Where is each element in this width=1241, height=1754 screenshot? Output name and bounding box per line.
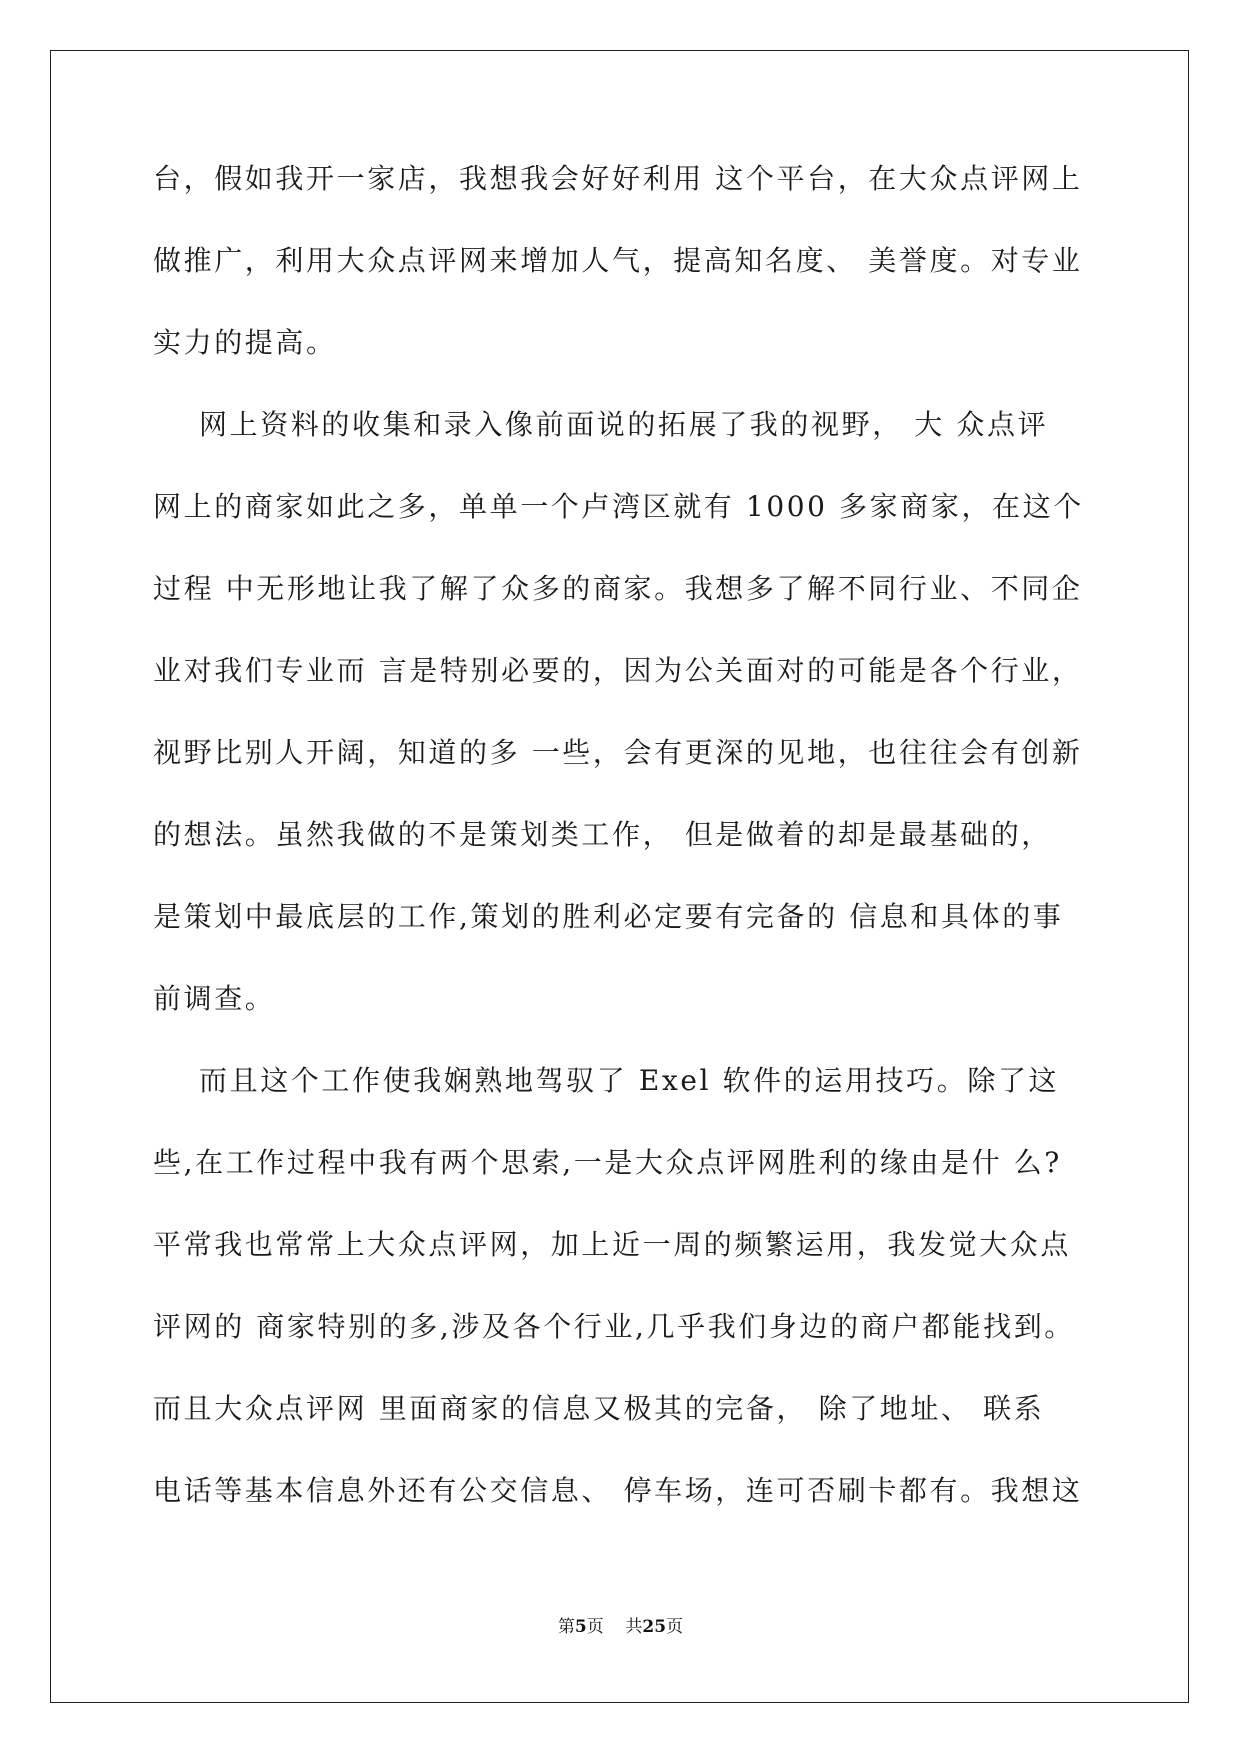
footer-suffix: 页 [666,1617,684,1637]
total-page-number: 25 [642,1617,667,1637]
document-body [153,138,1088,1532]
text-line: 过程 中无形地让我了解了众多的商家。我想多了解不同行业、不同企 [153,572,1083,605]
text-line: 业对我们专业而 言是特别必要的，因为公关面对的可能是各个行业， [153,654,1083,687]
footer-prefix: 第 [557,1617,575,1637]
text-line: 评网的 商家特别的多,涉及各个行业,几乎我们身边的商户都能找到。 [153,1310,1075,1343]
current-page-number: 5 [574,1617,587,1637]
text-line: 而且大众点评网 里面商家的信息又极其的完备， 除了地址、 联系 [153,1392,1045,1425]
text-line: 平常我也常常上大众点评网，加上近一周的频繁运用，我发觉大众点 [153,1228,1072,1261]
text-line: 网上的商家如此之多，单单一个卢湾区就有 1000 多家商家，在这个 [153,490,1084,523]
text-line: 的想法。虽然我做的不是策划类工作， 但是做着的却是最基础的， [153,818,1052,851]
footer-middle: 页 共 [586,1617,643,1637]
text-line: 网上资料的收集和录入像前面说的拓展了我的视野， 大 众点评 [153,408,1049,441]
text-line: 而且这个工作使我娴熟地驾驭了 Exel 软件的运用技巧。除了这 [153,1064,1060,1097]
text-line: 实力的提高。 [153,326,337,359]
text-line: 电话等基本信息外还有公交信息、 停车场，连可否刷卡都有。我想这 [153,1474,1083,1507]
text-line: 视野比别人开阔，知道的多 一些，会有更深的见地，也往往会有创新 [153,736,1083,769]
text-line: 些,在工作过程中我有两个思索,一是大众点评网胜利的缘由是什 么? [153,1146,1062,1179]
text-line: 台，假如我开一家店，我想我会好好利用 这个平台，在大众点评网上 [153,162,1083,195]
text-line: 前调查。 [153,982,276,1015]
text-line: 做推广，利用大众点评网来增加人气，提高知名度、 美誉度。对专业 [153,244,1083,277]
page-footer [0,1612,1241,1637]
text-line: 是策划中最底层的工作,策划的胜利必定要有完备的 信息和具体的事 [153,900,1064,933]
